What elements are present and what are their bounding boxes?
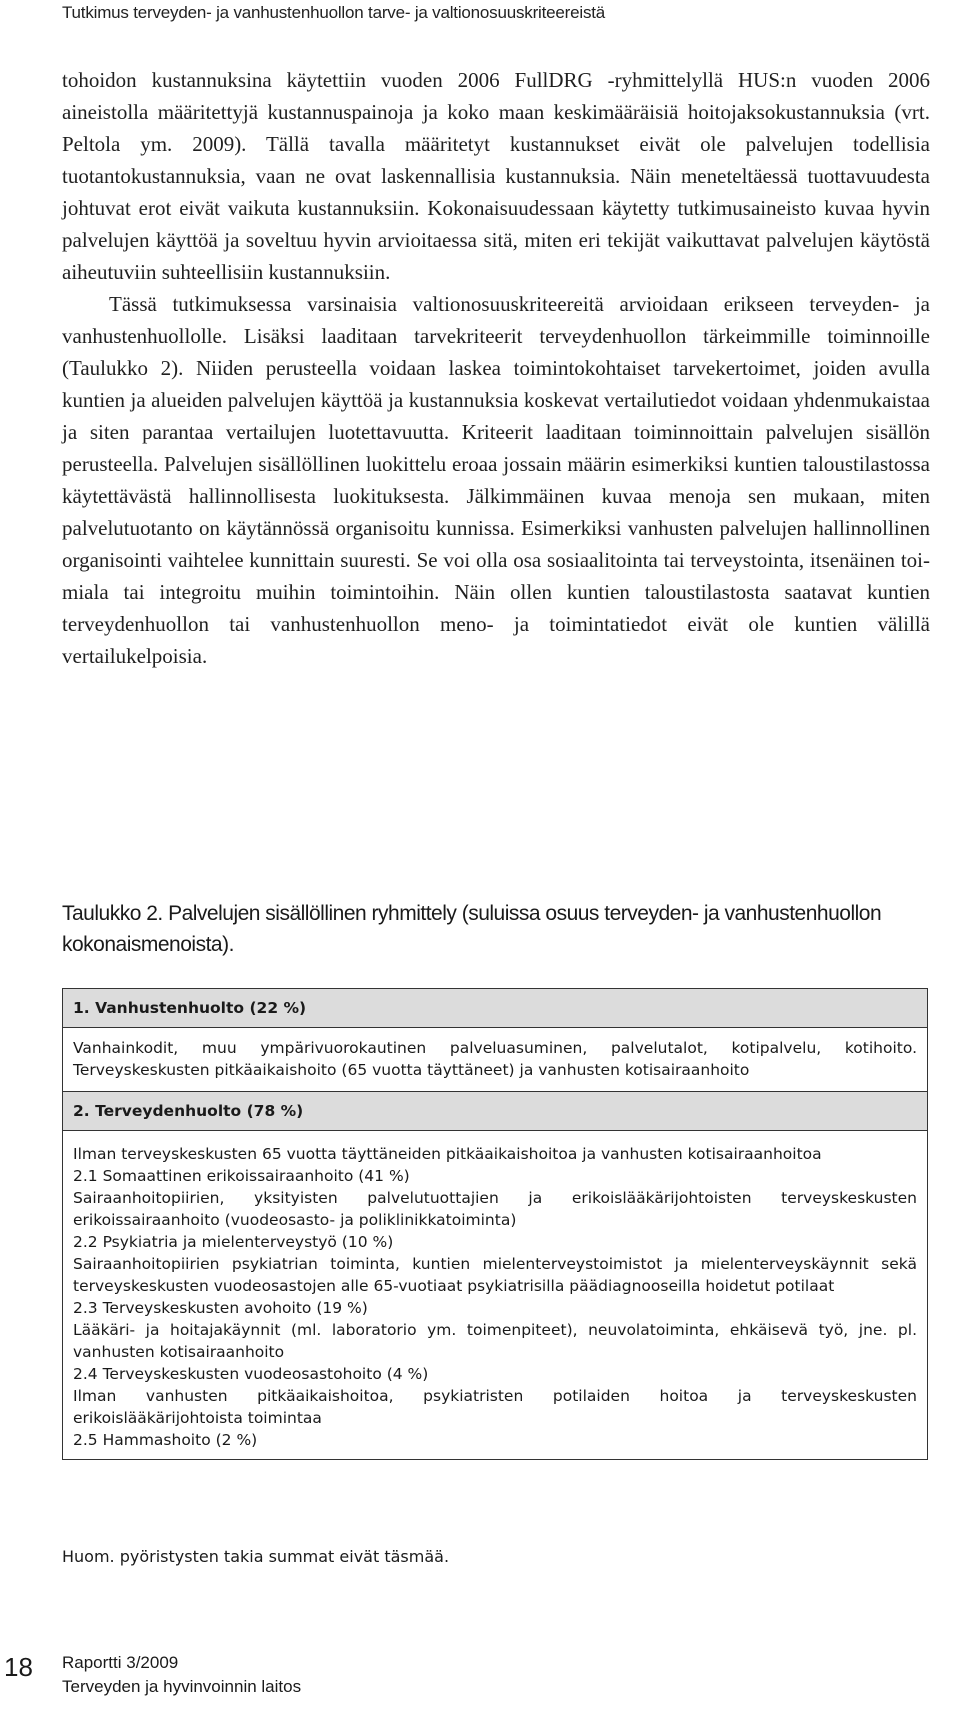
footer-report: Raportti 3/2009 bbox=[62, 1653, 179, 1672]
subsection-title: 2.3 Terveyskeskusten avohoito (19 %) bbox=[73, 1299, 368, 1317]
table-caption: Taulukko 2. Palvelujen sisällöllinen ryhmittely (suluissa osuus terveyden- ja vanhustenhuollon kokonaismenoista). bbox=[62, 902, 882, 956]
page-number: 18 bbox=[4, 1652, 33, 1682]
table-note: Huom. pyöristysten takia summat eivät täsmää. bbox=[62, 1547, 450, 1566]
section-heading-vanhustenhuolto: 1. Vanhustenhuolto (22 %) bbox=[63, 989, 927, 1028]
subsection-title: 2.4 Terveyskeskusten vuodeosastohoito (4 %) bbox=[73, 1365, 429, 1383]
section-heading-terveydenhuolto: 2. Terveydenhuolto (78 %) bbox=[63, 1092, 927, 1131]
body-text bbox=[62, 64, 930, 672]
subsection-title: 2.5 Hammashoito (2 %) bbox=[73, 1431, 258, 1449]
footer bbox=[62, 1651, 301, 1699]
section-intro: Ilman terveyskeskusten 65 vuotta täyttäneiden pitkäaikaishoitoa ja vanhusten kotisairaanhoitoa bbox=[73, 1145, 822, 1163]
content-table bbox=[62, 988, 928, 1460]
section-body-terveydenhuolto bbox=[63, 1131, 927, 1459]
footer-institution: Terveyden ja hyvinvoinnin laitos bbox=[62, 1677, 302, 1696]
running-header: Tutkimus terveyden- ja vanhustenhuollon tarve- ja valtionosuuskriteereistä bbox=[62, 3, 606, 22]
paragraph: Tässä tutkimuksessa varsinaisia valtionosuuskriteereitä arvioidaan erikseen terveyden- ja vanhustenhuollolle. Lisäksi laaditaan tarvekriteerit terveydenhuollon tärkeimmille toiminnoille (Taulukko 2). Niiden perusteella voidaan laskea toimintokohtaiset tarvekertoimet, joiden avulla kuntien ja alueiden palvelujen käyttöä ja kustannuksia koskevat vertailutiedot voidaan yhdenmukaistaa ja siten parantaa vertailujen luotettavuutta. Kriteerit laaditaan toiminnoittain palvelujen sisällön perusteella. Palvelujen sisällöllinen luokittelu eroaa jossain määrin esimerkiksi kuntien taloustilastossa käytettävästä hallinnollisesta luokituksesta. Jälkimmäinen kuvaa menoja sen mukaan, miten palvelutuotanto on käytännössä organisoitu kunnissa. Esimerkiksi vanhusten palvelujen hallinnollinen organisointi vaihtelee kunnittain suuresti. Se voi olla osa sosiaalitointa tai terveystointa, itsenäinen toimiala tai integroitu muihin toimintoihin. Näin ollen kuntien taloustilastosta saatavat kuntien terveydenhuollon tai vanhustenhuollon meno- ja toimintatiedot eivät ole kuntien välillä vertailukelpoisia. bbox=[62, 292, 930, 668]
paragraph: tohoidon kustannuksina käytettiin vuoden 2006 FullDRG -ryhmittelyllä HUS:n vuoden 2006 aineistolla määritettyjä kustannuspainoja ja koko maan keskimääräisiä hoitojaksokustannuksia (vrt. Peltola ym. 2009). Tällä tavalla määritetyt kustannukset eivät ole palvelujen todellisia tuotantokustannuksia, vaan ne ovat laskennallisia kustannuksia. Näin meneteltäessä tuottavuudesta johtuvat erot eivät vaikuta kustannuksiin. Kokonaisuudessaan käytetty tutkimusaineisto kuvaa hyvin palvelujen käyttöä ja soveltuu hyvin arvioitaessa sitä, miten eri tekijät vaikuttavat palvelujen käytöstä aiheutuviin suhteellisiin kustannuksiin. bbox=[62, 68, 930, 284]
subsection-text: Ilman vanhusten pitkäaikaishoitoa, psykiatristen potilaiden hoitoa ja terveyskeskusten erikoislääkärijohtoista toimintaa bbox=[73, 1387, 917, 1427]
subsection-title: 2.1 Somaattinen erikoissairaanhoito (41 %) bbox=[73, 1167, 410, 1185]
section-body-vanhustenhuolto: Vanhainkodit, muu ympärivuorokautinen palveluasuminen, palvelutalot, kotipalvelu, kotihoito. Terveyskeskusten pitkäaikaishoito (65 vuotta täyttäneet) ja vanhusten kotisairaanhoito bbox=[63, 1028, 927, 1092]
subsection-text: Sairaanhoitopiirien, yksityisten palvelutuottajien ja erikoislääkärijohtoisten terveyskeskusten erikoissairaanhoito (vuodeosasto- ja poliklinikkatoiminta) bbox=[73, 1189, 917, 1229]
subsection-text: Sairaanhoitopiirien psykiatrian toiminta, kuntien mielenterveystoimistot ja mielenterveyskäynnit sekä terveyskeskusten vuodeosastojen alle 65-vuotiaat psykiatrisilla päädiagnooseilla hoidetut potilaat bbox=[73, 1255, 917, 1295]
subsection-title: 2.2 Psykiatria ja mielenterveystyö (10 %) bbox=[73, 1233, 394, 1251]
subsection-text: Lääkäri- ja hoitajakäynnit (ml. laboratorio ym. toimenpiteet), neuvolatoiminta, ehkäisevä työ, jne. pl. vanhusten kotisairaanhoito bbox=[73, 1321, 917, 1361]
